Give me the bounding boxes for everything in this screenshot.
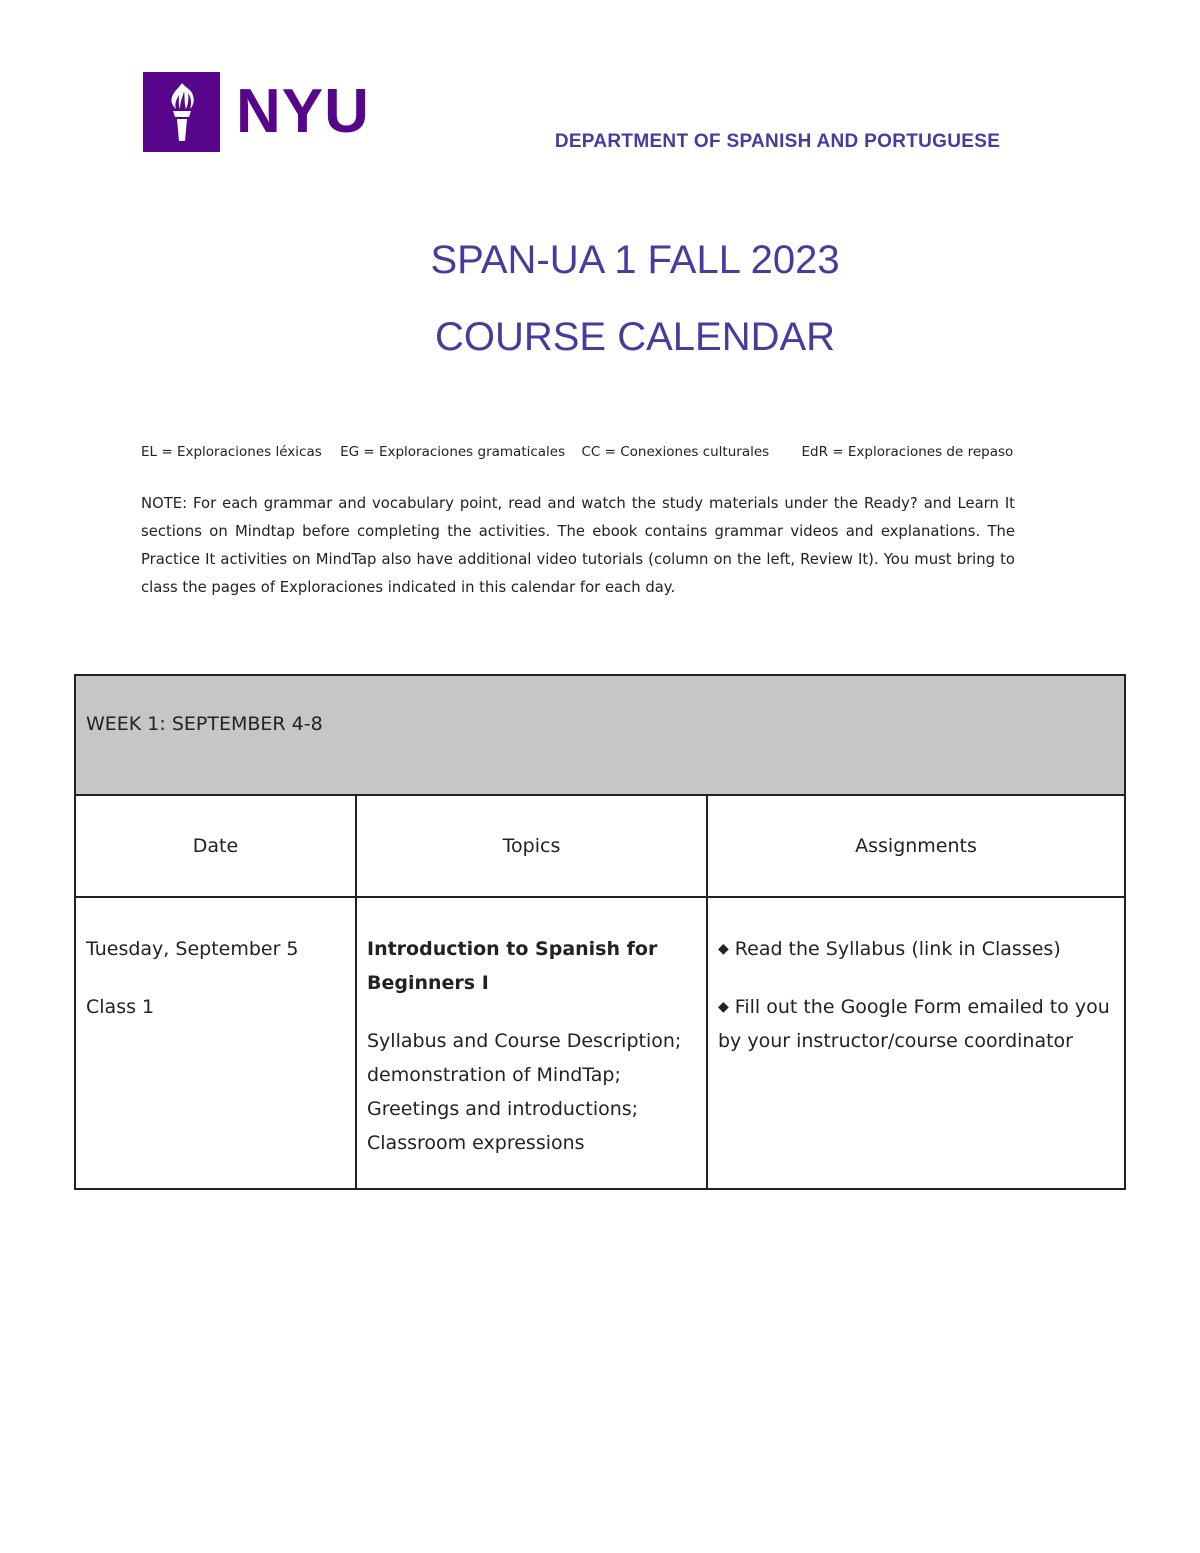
assignments-cell — [707, 897, 1125, 1189]
legend-edr: EdR = Exploraciones de repaso — [801, 444, 1014, 460]
assignment-item — [718, 932, 1114, 966]
course-subtitle: COURSE CALENDAR — [434, 315, 836, 359]
assignment-text-continued: by your instructor/course coordinator — [718, 1030, 1073, 1052]
legend-cc: CC = Conexiones culturales — [581, 444, 770, 460]
class-number: Class 1 — [86, 996, 155, 1018]
course-title: SPAN-UA 1 FALL 2023 — [430, 238, 840, 282]
table-header-row — [75, 795, 1125, 897]
topic-line: Greetings and introductions; — [367, 1098, 639, 1120]
assignment-item — [718, 990, 1114, 1024]
topic-title-line-2: Beginners I — [367, 972, 489, 994]
column-header-topics: Topics — [356, 795, 707, 897]
date-cell — [75, 897, 356, 1189]
legend-el: EL = Exploraciones léxicas — [141, 444, 322, 460]
logo-wordmark: NYU — [236, 77, 370, 146]
nyu-logo — [143, 72, 370, 152]
department-name: DEPARTMENT OF SPANISH AND PORTUGUESE — [554, 131, 1001, 152]
diamond-bullet-icon: ◆ — [718, 999, 729, 1015]
column-header-date: Date — [75, 795, 356, 897]
assignment-text: Read the Syllabus (link in Classes) — [734, 938, 1061, 960]
week-header — [75, 675, 1125, 795]
topic-line: demonstration of MindTap; — [367, 1064, 621, 1086]
topic-title-line-1: Introduction to Spanish for — [367, 938, 658, 960]
class-date: Tuesday, September 5 — [86, 938, 299, 960]
abbreviation-legend — [141, 444, 1041, 460]
topics-cell — [356, 897, 707, 1189]
diamond-bullet-icon: ◆ — [718, 941, 729, 957]
course-calendar-table — [74, 674, 1126, 1190]
assignment-text: Fill out the Google Form emailed to you — [734, 996, 1110, 1018]
table-row — [75, 897, 1125, 1189]
study-note: NOTE: For each grammar and vocabulary point, read and watch the study materials under the Ready? and Learn It sections on Mindtap before completing the activities. The ebook contains grammar videos and explanations. The Practice It activities on MindTap also have additional video tutorials (column on the left, Review It). You must bring to class the pages of Exploraciones indicated in this calendar for each day. — [141, 495, 1015, 596]
column-header-assignments: Assignments — [707, 795, 1125, 897]
week-title: WEEK 1: SEPTEMBER 4-8 — [86, 713, 323, 735]
legend-eg: EG = Exploraciones gramaticales — [340, 444, 566, 460]
topic-line: Syllabus and Course Description; — [367, 1030, 682, 1052]
torch-icon — [143, 72, 220, 152]
topic-line: Classroom expressions — [367, 1132, 585, 1154]
